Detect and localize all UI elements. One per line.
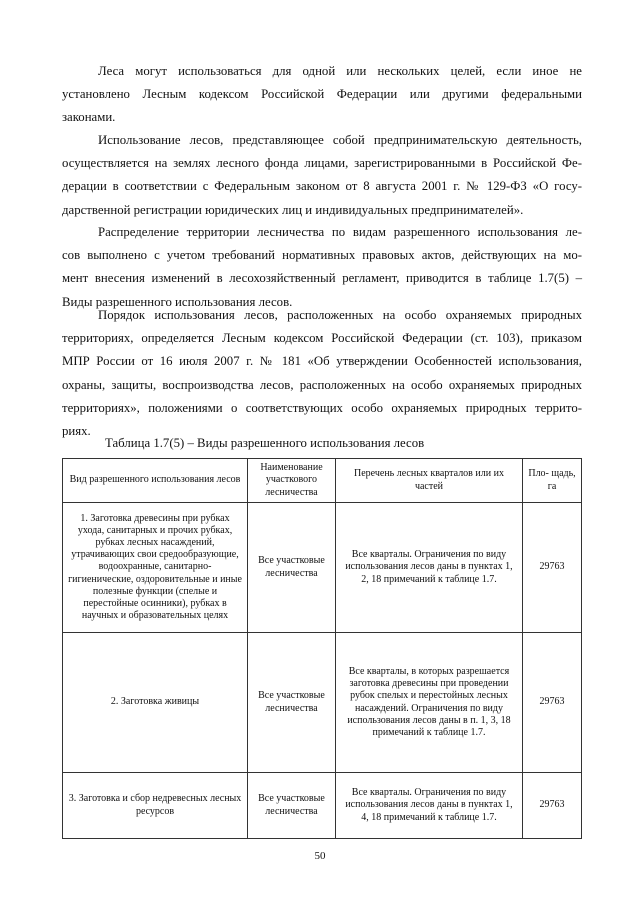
text-line: Виды разрешенного использования лесов. — [62, 294, 293, 309]
cell-forestry: Все участковые лесничества — [248, 633, 336, 773]
forest-use-table — [62, 458, 582, 839]
cell-forestry: Все участковые лесничества — [248, 503, 336, 633]
text-line: мент внесения изменений в лесохозяйственный регламент, приводится в таблице 1.7(5) – — [62, 271, 582, 286]
cell-forestry: Все участковые лесничества — [248, 773, 336, 839]
header-area: Пло- щадь, га — [523, 459, 582, 503]
paragraph-4 — [62, 304, 582, 443]
cell-use: 1. Заготовка древесины при рубках ухода, санитарных и прочих рубках, рубках лесных насаждений, утрачивающих свои средообразующие, водоохранные, санитарно-гигиенические, оздоровительные и иные полезные функции (спелые и перестойные осинники), рубках в научных и образовательных целях — [63, 503, 248, 633]
cell-quarters: Все кварталы, в которых разрешается заготовка древесины при проведении рубок спелых и перестойных лесных насаждений. Ограничения по виду использования лесов даны в п. 1, 3, 18 примечаний к таблице 1.7. — [335, 633, 522, 773]
header-use: Вид разрешенного использования лесов — [63, 459, 248, 503]
text-line: установлено Лесным кодексом Российской Федерации или другими федеральными — [62, 87, 582, 102]
cell-area: 29763 — [523, 773, 582, 839]
paragraph-1 — [62, 60, 582, 130]
cell-use: 2. Заготовка живицы — [63, 633, 248, 773]
header-quarters: Перечень лесных кварталов или их частей — [335, 459, 522, 503]
paragraph-3 — [62, 221, 582, 314]
text-line: Распределение территории лесничества по видам разрешенного использования ле- — [98, 225, 582, 239]
text-line: сов выполнено с учетом требований нормативных правовых актов, действующих на мо- — [62, 248, 582, 263]
page-number: 50 — [314, 850, 326, 862]
text-line: территориях», положениями о соответствующих особо охраняемых природных террито- — [62, 400, 582, 415]
cell-quarters: Все кварталы. Ограничения по виду использования лесов даны в пунктах 1, 2, 18 примечаний к таблице 1.7. — [335, 503, 522, 633]
text-line: осуществляется на землях лесного фонда лицами, зарегистрированными в Российской Фе- — [62, 156, 582, 171]
table-row — [63, 633, 582, 773]
table-row — [63, 503, 582, 633]
cell-area: 29763 — [523, 633, 582, 773]
text-line: Леса могут использоваться для одной или нескольких целей, если иное не — [98, 64, 582, 78]
text-line: законами. — [62, 110, 116, 125]
table-row — [63, 773, 582, 839]
text-line: МПР России от 16 июля 2007 г. № 181 «Об утверждении Особенностей использования, — [62, 354, 582, 369]
cell-use: 3. Заготовка и сбор недревесных лесных ресурсов — [63, 773, 248, 839]
table-caption: Таблица 1.7(5) – Виды разрешенного использования лесов — [105, 436, 425, 450]
table-header-row — [63, 459, 582, 503]
text-line: дерации в соответствии с Федеральным законом от 8 августа 2001 г. № 129-ФЗ «О госу- — [62, 179, 582, 194]
text-line: Порядок использования лесов, расположенных на особо охраняемых природных — [98, 308, 582, 322]
text-line: территориях, определяется Лесным кодексом Российской Федерации (ст. 103), приказом — [62, 331, 582, 346]
text-line: Использование лесов, представляющее собой предпринимательскую деятельность, — [98, 133, 582, 147]
paragraph-2 — [62, 129, 582, 222]
text-line: охраны, защиты, воспроизводства лесов, расположенных на особо охраняемых природных — [62, 377, 582, 392]
text-line: дарственной регистрации юридических лиц и индивидуальных предпринимателей». — [62, 202, 524, 217]
text-line: риях. — [62, 424, 91, 439]
header-forestry: Наименование участкового лесничества — [248, 459, 336, 503]
cell-quarters: Все кварталы. Ограничения по виду использования лесов даны в пунктах 1, 4, 18 примечаний к таблице 1.7. — [335, 773, 522, 839]
cell-area: 29763 — [523, 503, 582, 633]
